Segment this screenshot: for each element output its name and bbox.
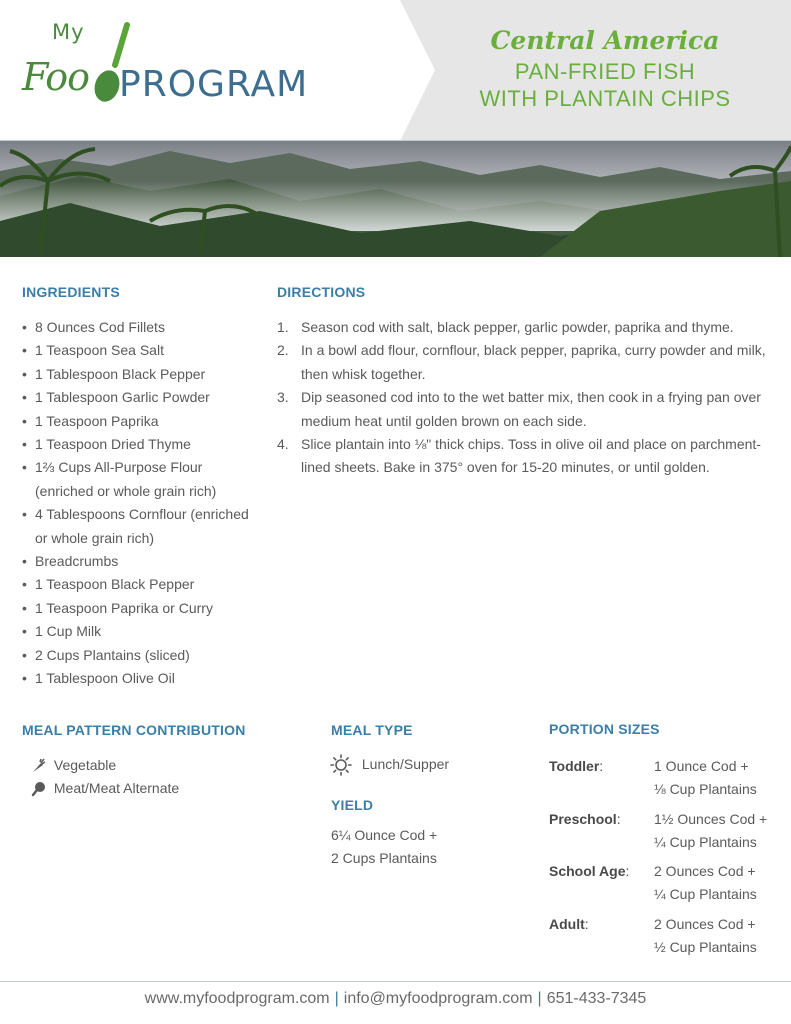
footer	[0, 990, 791, 1008]
ingredient-text: 1 Teaspoon Sea Salt	[35, 342, 164, 359]
meal-pattern-vegetable	[30, 757, 116, 774]
step-number: 1.	[277, 319, 289, 335]
footer-divider	[0, 981, 791, 982]
portion-row	[549, 860, 779, 907]
bullet-icon: •	[22, 506, 27, 523]
logo-food-text: Foo	[22, 55, 90, 99]
ingredient-text: 1 Tablespoon Black Pepper	[35, 365, 206, 382]
portion-group: Preschool:	[549, 811, 621, 827]
ingredient-text: 2 Cups Plantains (sliced)	[35, 646, 190, 663]
meal-pattern-vegetable-label: Vegetable	[53, 757, 117, 773]
portion-amount-line-2: ½ Cup Plantains	[654, 939, 757, 956]
portion-group: School Age:	[549, 863, 630, 879]
portion-amount-line-2: ¼ Cup Plantains	[654, 834, 757, 851]
ingredient-item	[22, 339, 262, 362]
bullet-icon: •	[22, 412, 27, 429]
header	[0, 0, 791, 141]
bullet-icon: •	[22, 646, 27, 663]
ingredient-item	[22, 363, 262, 386]
portion-amount-line-2: ⅛ Cup Plantains	[654, 781, 757, 798]
bullet-icon: •	[22, 342, 27, 359]
meal-type-label: Lunch/Supper	[361, 755, 450, 772]
portion-group: Toddler:	[549, 758, 604, 774]
portion-amount	[654, 755, 757, 802]
ingredient-item	[22, 433, 262, 456]
portion-group: Adult:	[549, 916, 589, 932]
bullet-icon: •	[22, 436, 27, 453]
ingredient-text: 1 Tablespoon Garlic Powder	[35, 389, 210, 406]
ingredients-heading: INGREDIENTS	[22, 284, 120, 300]
ingredient-item	[22, 644, 262, 667]
ingredient-text: 1 Teaspoon Black Pepper	[35, 576, 195, 593]
step-number: 3.	[277, 389, 289, 406]
portion-amount	[654, 808, 767, 855]
ingredient-item	[22, 316, 262, 339]
ingredient-item	[22, 386, 262, 409]
my-food-program-logo[interactable]	[22, 20, 312, 115]
sun-icon	[330, 754, 352, 776]
meal-pattern-meat-label: Meat/Meat Alternate	[53, 780, 180, 796]
recipe-title	[440, 24, 770, 112]
directions-list	[277, 316, 777, 480]
bullet-icon: •	[22, 576, 27, 593]
bullet-icon: •	[22, 670, 27, 687]
portion-amount	[654, 860, 757, 907]
ingredient-item	[22, 573, 262, 596]
logo-my-text: My	[52, 20, 85, 44]
ingredient-text: 4 Tablespoons Cornflour (enriched or whole grain rich)	[35, 506, 249, 546]
portion-amount-line-2: ¼ Cup Plantains	[654, 886, 757, 903]
footer-separator: |	[537, 990, 542, 1007]
recipe-title-line-2: WITH PLANTAIN CHIPS	[479, 86, 731, 111]
drumstick-icon	[30, 781, 46, 797]
bullet-icon: •	[22, 623, 27, 640]
portion-amount-line-1: 1 Ounce Cod +	[654, 758, 749, 774]
footer-website-link[interactable]: www.myfoodprogram.com	[144, 990, 330, 1007]
yield-heading: YIELD	[331, 797, 374, 813]
bullet-icon: •	[22, 389, 27, 406]
bullet-icon: •	[22, 365, 27, 382]
bullet-icon: •	[22, 459, 27, 476]
meal-pattern-heading: MEAL PATTERN CONTRIBUTION	[22, 722, 246, 738]
meal-pattern-meat	[30, 780, 179, 797]
step-number: 4.	[277, 436, 289, 453]
bullet-icon: •	[22, 319, 27, 335]
ingredient-text: 1 Teaspoon Paprika or Curry	[35, 599, 213, 616]
meal-type-item	[330, 754, 449, 776]
ingredient-text: Breadcrumbs	[35, 553, 119, 570]
ingredient-text: 1 Cup Milk	[35, 623, 102, 640]
footer-email-link[interactable]: info@myfoodprogram.com	[343, 990, 533, 1007]
mountain-landscape-banner	[0, 141, 791, 257]
yield-line-1: 6¼ Ounce Cod +	[331, 827, 438, 843]
step-number: 2.	[277, 342, 289, 359]
ingredient-text: 1 Tablespoon Olive Oil	[35, 670, 175, 687]
ingredient-item	[22, 410, 262, 433]
ingredient-text: 1 Teaspoon Dried Thyme	[35, 436, 191, 453]
portion-row	[549, 913, 779, 960]
recipe-region: Central America	[490, 26, 720, 55]
step-text: Dip seasoned cod into to the wet batter mix, then cook in a frying pan over medium heat until golden brown on each side.	[301, 389, 761, 429]
recipe-title-line-1: PAN-FRIED FISH	[514, 59, 696, 84]
ingredients-list	[22, 316, 262, 691]
portion-row	[549, 808, 779, 855]
direction-step	[277, 433, 777, 480]
footer-separator: |	[334, 990, 339, 1007]
directions-heading: DIRECTIONS	[277, 284, 366, 300]
portion-amount	[654, 913, 757, 960]
footer-phone[interactable]: 651-433-7345	[546, 990, 647, 1007]
ingredient-text: 1 Teaspoon Paprika	[35, 412, 159, 429]
bullet-icon: •	[22, 599, 27, 616]
portion-row	[549, 755, 779, 802]
carrot-icon	[30, 758, 46, 774]
ingredient-item	[22, 456, 262, 503]
ingredient-item	[22, 620, 262, 643]
logo-program-text: PROGRAM	[119, 64, 309, 105]
step-text: Slice plantain into ⅛" thick chips. Toss in olive oil and place on parchment-lined sheets. Bake in 375° oven for 15-20 minutes, or until golden.	[301, 436, 761, 476]
portion-amount-line-1: 1½ Ounces Cod +	[654, 811, 768, 827]
ingredient-text: 8 Ounces Cod Fillets	[35, 319, 165, 335]
meal-type-heading: MEAL TYPE	[331, 722, 413, 738]
ingredient-item	[22, 550, 262, 573]
portion-amount-line-1: 2 Ounces Cod +	[654, 916, 756, 932]
step-text: Season cod with salt, black pepper, garlic powder, paprika and thyme.	[301, 319, 734, 335]
bullet-icon: •	[22, 553, 27, 570]
ingredient-text: 1⅔ Cups All-Purpose Flour (enriched or whole grain rich)	[35, 459, 217, 499]
ingredient-item	[22, 597, 262, 620]
direction-step	[277, 316, 777, 339]
step-text: In a bowl add flour, cornflour, black pepper, paprika, curry powder and milk, then whisk together.	[301, 342, 766, 382]
direction-step	[277, 386, 777, 433]
yield-line-2: 2 Cups Plantains	[331, 850, 437, 867]
portion-amount-line-1: 2 Ounces Cod +	[654, 863, 756, 879]
direction-step	[277, 339, 777, 386]
portion-sizes-heading: PORTION SIZES	[549, 721, 660, 737]
ingredient-item	[22, 667, 262, 690]
ingredient-item	[22, 503, 262, 550]
yield-value	[331, 824, 437, 871]
